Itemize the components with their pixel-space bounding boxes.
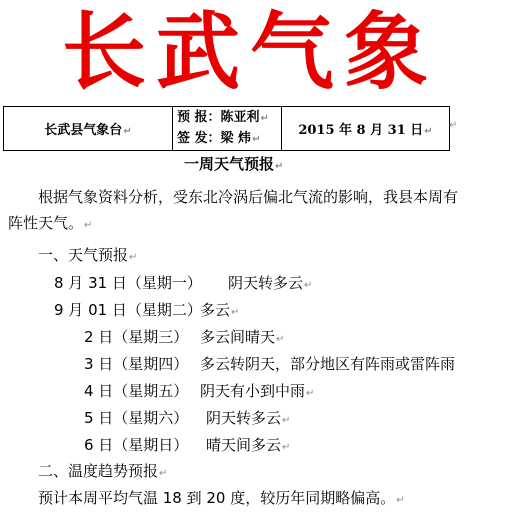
issuer-name: 梁 炜: [220, 130, 252, 146]
forecast-condition: 晴天间多云↵: [206, 436, 291, 454]
return-mark-icon: ↵: [159, 468, 168, 479]
return-mark-icon: ↵: [129, 252, 138, 263]
forecast-condition: 阴天转多云↵: [206, 409, 291, 427]
header-table: [3, 106, 450, 151]
forecast-date: 6 日（星期日）: [84, 436, 189, 454]
forecast-row: [84, 327, 504, 347]
section-heading-temperature: 二、温度趋势预报↵: [38, 462, 168, 480]
return-mark-icon: ↵: [252, 133, 261, 145]
forecaster-label: 预 报：: [177, 109, 221, 125]
return-mark-icon: ↵: [260, 112, 269, 124]
forecast-condition: 多云间晴天↵: [200, 328, 285, 346]
return-mark-icon: ↵: [306, 388, 315, 399]
return-mark-icon: ↵: [282, 442, 291, 453]
forecast-date: 4 日（星期五）: [84, 382, 189, 400]
office-name: 长武县气象台: [44, 123, 123, 138]
masthead-title: 长武气象: [61, 2, 438, 101]
date-cell: [282, 107, 450, 151]
forecaster-line: [177, 108, 281, 129]
forecast-row: [84, 408, 504, 428]
issuer-line: [177, 129, 281, 150]
return-mark-icon: ↵: [449, 120, 458, 131]
forecast-row: [84, 381, 504, 401]
forecast-date: 2 日（星期三）: [84, 328, 189, 346]
return-mark-icon: ↵: [304, 280, 313, 291]
forecast-row: [84, 435, 504, 455]
return-mark-icon: ↵: [396, 495, 405, 506]
issue-date: 2015 年 8 月 31 日: [298, 123, 424, 138]
forecast-condition: 阴天转多云↵: [228, 274, 313, 292]
doc-title: 一周天气预报↵: [184, 155, 284, 173]
return-mark-icon: ↵: [282, 415, 291, 426]
intro-line-2: 阵性天气。↵: [8, 214, 93, 232]
return-mark-icon: ↵: [276, 334, 285, 345]
forecast-row: [54, 300, 494, 320]
intro-line-1: 根据气象资料分析，受东北冷涡后偏北气流的影响，我县本周有: [38, 188, 459, 206]
return-mark-icon: ↵: [231, 307, 240, 318]
forecast-date: 3 日（星期四）: [84, 355, 189, 373]
staff-cell: [173, 107, 282, 151]
temperature-text: 预计本周平均气温 18 到 20 度，较历年同期略偏高。↵: [38, 489, 405, 507]
forecast-row: [84, 354, 504, 374]
forecast-date: 8 月 31 日（星期一）: [54, 274, 202, 292]
return-mark-icon: ↵: [424, 126, 433, 137]
return-mark-icon: ↵: [123, 126, 132, 137]
return-mark-icon: ↵: [275, 161, 284, 172]
office-cell: [4, 107, 173, 151]
forecast-date: 9 月 01 日（星期二）: [54, 301, 202, 319]
section-heading-forecast: 一、天气预报↵: [38, 246, 138, 264]
issuer-label: 签 发：: [177, 130, 221, 146]
forecaster-name: 陈亚利: [220, 109, 260, 125]
forecast-condition: 多云↵: [200, 301, 240, 319]
forecast-row: [54, 273, 494, 293]
return-mark-icon: ↵: [84, 220, 93, 231]
forecast-condition: 多云转阴天，部分地区有阵雨或雷阵雨: [200, 355, 456, 373]
forecast-condition: 阴天有小到中雨↵: [200, 382, 315, 400]
forecast-date: 5 日（星期六）: [84, 409, 189, 427]
